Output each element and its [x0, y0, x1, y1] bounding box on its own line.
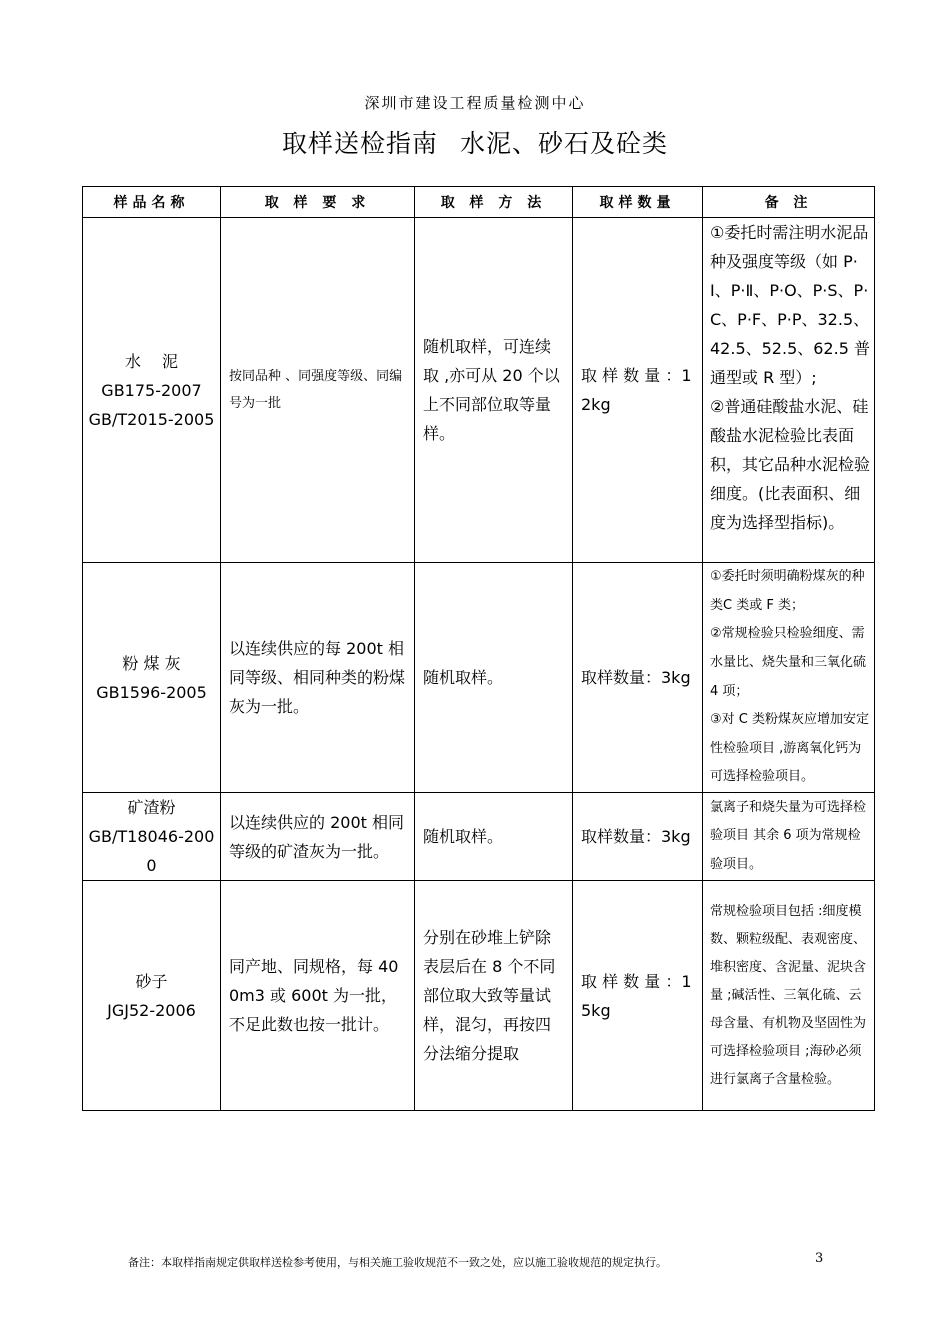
- table-row: [83, 218, 875, 563]
- cell-quantity: 取样数量：3kg: [573, 563, 703, 793]
- cell-method: 分别在砂堆上铲除表层后在 8 个不同部位取大致等量试样，混匀，再按四分法缩分提取: [415, 881, 573, 1111]
- col-header-quantity: 取样数量: [573, 187, 703, 218]
- title-sub: 水泥、砂石及砼类: [460, 129, 669, 158]
- sample-standard: GB/T18046-2000: [88, 827, 215, 875]
- page-number: 3: [815, 1251, 824, 1266]
- cell-method: 随机取样。: [415, 563, 573, 793]
- col-header-method: 取 样 方 法: [415, 187, 573, 218]
- sample-name: 矿渣粉: [127, 798, 176, 817]
- cell-sample-name: [83, 793, 221, 881]
- footer-note: 备注：本取样指南规定供取样送检参考使用，与相关施工验收规范不一致之处，应以施工验收规范的规定执行。: [128, 1256, 667, 1269]
- cell-quantity: 取样数量：3kg: [573, 793, 703, 881]
- cell-sample-name: [83, 563, 221, 793]
- table-header-row: [83, 187, 875, 218]
- cell-requirement: 同产地、同规格，每 400m3 或 600t 为一批，不足此数也按一批计。: [221, 881, 415, 1111]
- cell-requirement: 以连续供应的每 200t 相同等级、相同种类的粉煤灰为一批。: [221, 563, 415, 793]
- note-item: ②普通硅酸盐水泥、硅酸盐水泥检验比表面积，其它品种水泥检验细度。(比表面积、细度为选择型指标)。: [710, 397, 871, 532]
- cell-quantity: 取 样 数 量 ：12kg: [573, 218, 703, 563]
- note-item: 常规检验项目包括 :细度模数、颗粒级配、表观密度、堆积密度、含泥量、泥块含量 ;碱活性、三氧化硫、云母含量、有机物及坚固性为可选择检验项目 ;海砂必须进行氯离子含量检验。: [710, 903, 867, 1087]
- cell-sample-name: [83, 218, 221, 563]
- sample-standard: GB175-2007: [101, 380, 202, 400]
- note-item: ①委托时须明确粉煤灰的种类C 类或 F 类；: [710, 569, 865, 613]
- sample-name: 水 泥: [124, 351, 179, 371]
- cell-requirement: 以连续供应的 200t 相同等级的矿渣灰为一批。: [221, 793, 415, 881]
- sample-name: 砂子: [135, 971, 168, 991]
- page-title: [0, 124, 950, 160]
- organization-name: 深圳市建设工程质量检测中心: [364, 94, 586, 112]
- sample-standard: JGJ52-2006: [107, 1000, 196, 1020]
- table-row: [83, 881, 875, 1111]
- cell-notes: [703, 563, 875, 793]
- note-item: ①委托时需注明水泥品种及强度等级（如 P·Ⅰ、P·Ⅱ、P·O、P·S、P·C、P·F、P·P、32.5、42.5、52.5、62.5 普通型或 R 型）;: [710, 223, 870, 387]
- col-header-name: 样品名称: [83, 187, 221, 218]
- sampling-table: [82, 186, 875, 1111]
- col-header-requirement: 取 样 要 求: [221, 187, 415, 218]
- cell-sample-name: [83, 881, 221, 1111]
- sample-standard: GB/T2015-2005: [88, 409, 215, 429]
- title-main: 取样送检指南: [281, 129, 438, 158]
- table-row: [83, 793, 875, 881]
- note-item: 氯离子和烧失量为可选择检验项目 其余 6 项为常规检验项目。: [710, 799, 867, 872]
- cell-notes: [703, 218, 875, 563]
- sample-standard: GB1596-2005: [96, 682, 207, 702]
- cell-requirement: 按同品种 、同强度等级、同编号为一批: [221, 218, 415, 563]
- sample-name: 粉 煤 灰: [122, 653, 181, 673]
- col-header-notes: 备 注: [703, 187, 875, 218]
- cell-method: 随机取样，可连续取 ,亦可从 20 个以上不同部位取等量样。: [415, 218, 573, 563]
- cell-quantity: 取 样 数 量 ：15kg: [573, 881, 703, 1111]
- cell-notes: [703, 881, 875, 1111]
- note-item: ③对 C 类粉煤灰应增加安定性检验项目 ,游离氧化钙为可选择检验项目。: [710, 712, 869, 785]
- cell-notes: [703, 793, 875, 881]
- cell-method: 随机取样。: [415, 793, 573, 881]
- note-item: ②常规检验只检验细度、需水量比、烧失量和三氧化硫 4 项；: [710, 626, 867, 699]
- table-row: [83, 563, 875, 793]
